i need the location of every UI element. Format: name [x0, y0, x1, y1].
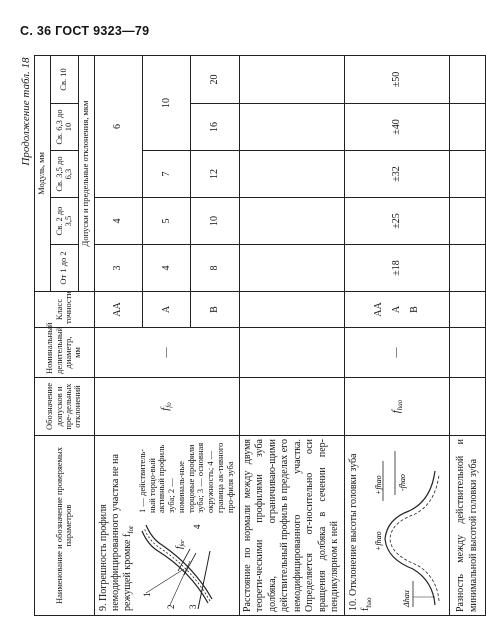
row10-classes: AA A B	[344, 292, 450, 328]
range-header-4: Св. 10	[50, 56, 78, 104]
diag10-label-2: -fhao	[397, 474, 407, 491]
tolerance-sub-header: Допуски и предельные отклонения, мкм	[78, 56, 94, 292]
row9-param-cell	[94, 436, 239, 616]
row9-profile-diagram	[138, 519, 214, 611]
diameter-col-header: Номинальный делительный диаметр, мм	[34, 328, 94, 378]
row9-B-val-1: 10	[191, 198, 239, 245]
row9-A-val-3: 10	[142, 56, 190, 151]
diagram-label-1: 1	[141, 592, 152, 597]
row9-A-val-0: 4	[142, 245, 190, 292]
range-header-3: Св. 6,3 до 10	[50, 104, 78, 151]
row10-val-3: ±40	[344, 104, 450, 151]
row10-val-1: ±25	[344, 198, 450, 245]
param-col-header: Наименование и обозначение проверяемых параметров	[34, 436, 94, 616]
row10-diameter: —	[344, 328, 450, 378]
row10-val-4: ±50	[344, 56, 450, 104]
row10-param-cell	[344, 436, 450, 616]
diagram-label-4: 4	[191, 524, 202, 529]
row9-diameter: —	[94, 328, 239, 378]
rotated-table-container	[20, 56, 479, 616]
module-col-header: Модуль, мм	[34, 56, 50, 292]
tolerance-table	[20, 55, 486, 616]
tolerance-col-header: Обозначение допусков и пре-дельных отклонений	[34, 378, 94, 436]
row10-description: Разность между действительной и минимальной высотой головки зуба	[450, 436, 486, 616]
diagram-label-2: 2	[165, 604, 176, 609]
row9-B-val-4: 20	[191, 56, 239, 104]
range-header-0: От 1 до 2	[50, 245, 78, 292]
row9-title: 9. Погрешность профиля немодифицированного участка не на режущей кромке $f_{for}$	[97, 454, 135, 611]
page-header: С. 36 ГОСТ 9323—79	[20, 24, 150, 38]
continuation-label: Продолжение табл. 18	[20, 57, 33, 166]
row9-AA-val-0: 3	[94, 245, 142, 292]
diagram-label-3: 3	[187, 604, 198, 609]
diagram-label-f: $f_{for}$	[173, 539, 186, 549]
row9-A-val-2: 7	[142, 151, 190, 198]
row9-class-AA: AA	[94, 292, 142, 328]
diag10-label-1: +fhao	[373, 475, 383, 495]
row10-symbol: $f_{hao}$	[344, 378, 450, 436]
diag10-label-3: +fhao	[373, 531, 383, 551]
row9-AA-val-2: 6	[94, 56, 142, 198]
row9-B-val-2: 12	[191, 151, 239, 198]
row10-val-2: ±32	[344, 151, 450, 198]
row9-B-val-3: 16	[191, 104, 239, 151]
row9-symbol: $f_{fo}$	[94, 378, 239, 436]
row10-tooth-diagram	[373, 441, 443, 611]
row10-title: 10. Отклонение высоты головки зуба $f_{hao}$	[347, 453, 373, 611]
row9-AA-val-1: 4	[94, 198, 142, 245]
row9-description: Расстояние по нормали между двумя теорети-ческими профилями зуба долбяка, ограничиваю-щими действительный профиль в пределах его немодифицированного участка. Определяется от-носительно оси вращения долбяка в сечении пер-пендикулярном к ней	[239, 436, 344, 616]
row9-legend: 1 — действитель-ный торцо-вый активный профиль зуба; 2 — номиналь-ные торцовые профили зуба; 3 — основная окружность; 4 — граница ак-тивного про-филя зуба	[136, 442, 235, 513]
accuracy-col-header: Класс точности	[34, 292, 94, 328]
range-header-1: Св. 2 до 3,5	[50, 198, 78, 245]
row9-class-B: B	[191, 292, 239, 328]
row10-val-0: ±18	[344, 245, 450, 292]
range-header-2: Св. 3,5 до 6,3	[50, 151, 78, 198]
row9-B-val-0: 8	[191, 245, 239, 292]
row9-class-A: A	[142, 292, 190, 328]
row9-A-val-1: 5	[142, 198, 190, 245]
diag10-label-0: Δhaи	[401, 590, 411, 607]
